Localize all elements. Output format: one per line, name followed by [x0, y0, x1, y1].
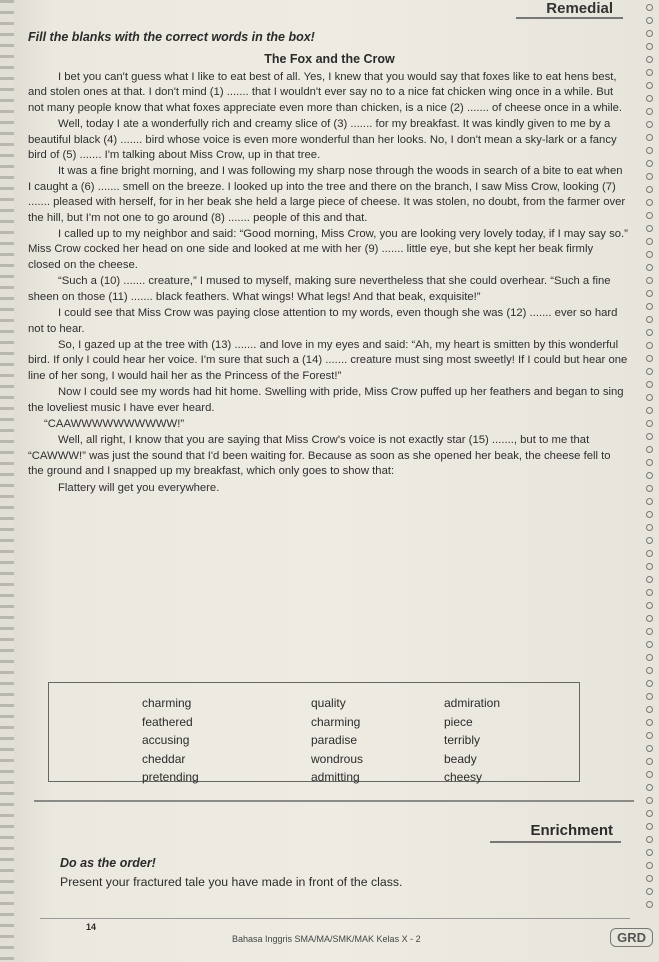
story-paragraph: Now I could see my words had hit home. Swelling with pride, Miss Crow puffed up her feathers and began to sing the loveliest music I have ever heard. — [28, 386, 624, 414]
story-moral: Flattery will get you everywhere. — [58, 481, 220, 494]
story-paragraph: “Such a (10) ....... creature,” I mused to myself, making sure nevertheless that she could overhear. “Such a fine sheen on those (11) ....... black feathers. What wings! What legs! And that beak, exquisite!” — [28, 275, 611, 303]
story-paragraph: Well, all right, I know that you are saying that Miss Crow's voice is not exactly star (15) ......., but to me that “CAWWW!” was just the sound that I'd been waiting for. Because as soon as she opened her beak, the cheese fell to the ground and I snapped up my breakfast, which only goes to show that: — [28, 434, 611, 478]
word-option: accusing — [142, 733, 190, 747]
section-label-remedial: Remedial — [516, 0, 623, 19]
story-title: The Fox and the Crow — [264, 52, 395, 66]
section-divider — [34, 800, 634, 802]
enrichment-instruction: Do as the order! — [60, 856, 156, 870]
word-column — [142, 695, 199, 786]
word-option: paradise — [311, 733, 358, 747]
word-box — [48, 682, 580, 782]
word-option: charming — [142, 696, 192, 710]
story-paragraph: I could see that Miss Crow was paying close attention to my words, even though she was (12) ....... ever so hard not to hear. — [28, 307, 618, 335]
word-option: admiration — [444, 696, 501, 710]
section-label-enrichment: Enrichment — [490, 822, 621, 843]
story-crow-cry: “CAAWWWWWWWWWW!” — [44, 417, 185, 430]
story-paragraph: I called up to my neighbor and said: “Good morning, Miss Crow, you are looking very lovely today, if I may say so.” Miss Crow cocked her head on one side and looked at me with her (9) ....... little eye, but she kept her beak firmly closed on the cheese. — [28, 228, 628, 271]
page-number: 14 — [86, 922, 97, 932]
word-option: wondrous — [311, 751, 364, 766]
word-option: admitting — [311, 770, 360, 784]
story-paragraph: It was a fine bright morning, and I was following my sharp nose through the woods in search of a bite to eat when I caught a (6) ....... smell on the breeze. I looked up into the tree and there on the branch, I saw Miss Crow, looking (7) ....... pleased with herself, for in her beak she held a large piece of cheese. It was stolen, no doubt, from the farmer over the hill, but I'm not one to go around (8) ....... people of this and that. — [28, 165, 626, 224]
word-option: piece — [444, 714, 473, 729]
word-option: pretending — [142, 770, 199, 784]
word-option: cheddar — [142, 751, 186, 766]
word-option: terribly — [444, 733, 481, 747]
word-option: cheesy — [444, 770, 483, 784]
spiral-binding-right — [639, 0, 659, 962]
story-body — [28, 70, 628, 497]
story-paragraph: Well, today I ate a wonderfully rich and creamy slice of (3) ....... for my breakfast. It was kindly given to me by a beautiful black (4) ....... bird whose voice is even more wonderful than her looks. No, I don't mean a sky-lark or a fancy bird of (5) ....... I'm talking about Miss Crow, up in that tree. — [28, 118, 617, 162]
book-title: Bahasa Inggris SMA/MA/SMK/MAK Kelas X - 2 — [232, 934, 421, 944]
publisher-logo: GRD — [610, 928, 653, 947]
story-paragraph: I bet you can't guess what I like to eat best of all. Yes, I knew that you would say that foxes like to eat hens best, and stolen ones at that. I don't mind (1) ....... that I wouldn't ever say no to a nice fat chicken wing once in a while. But not many people know that what foxes appreciate even more than chicken, is a nice (2) ....... of cheese once in a while. — [28, 71, 623, 114]
footer-divider — [40, 918, 630, 919]
spiral-binding-left — [0, 0, 14, 962]
word-option: beady — [444, 751, 477, 766]
enrichment-task: Present your fractured tale you have made in front of the class. — [60, 875, 403, 889]
exercise-instruction: Fill the blanks with the correct words in the box! — [28, 30, 315, 44]
word-column — [444, 695, 500, 786]
word-column — [311, 695, 363, 786]
word-option: quality — [311, 696, 346, 710]
word-option: charming — [311, 714, 361, 729]
story-paragraph: So, I gazed up at the tree with (13) ....... and love in my eyes and said: “Ah, my heart is smitten by this wonderful bird. If only I could hear her voice. I'm sure that such a (14) ....... creature must sing most sweetly! If I could but hear one line of her song, I would hail her as the Princess of the Forest!” — [28, 338, 628, 382]
word-option: feathered — [142, 714, 193, 729]
